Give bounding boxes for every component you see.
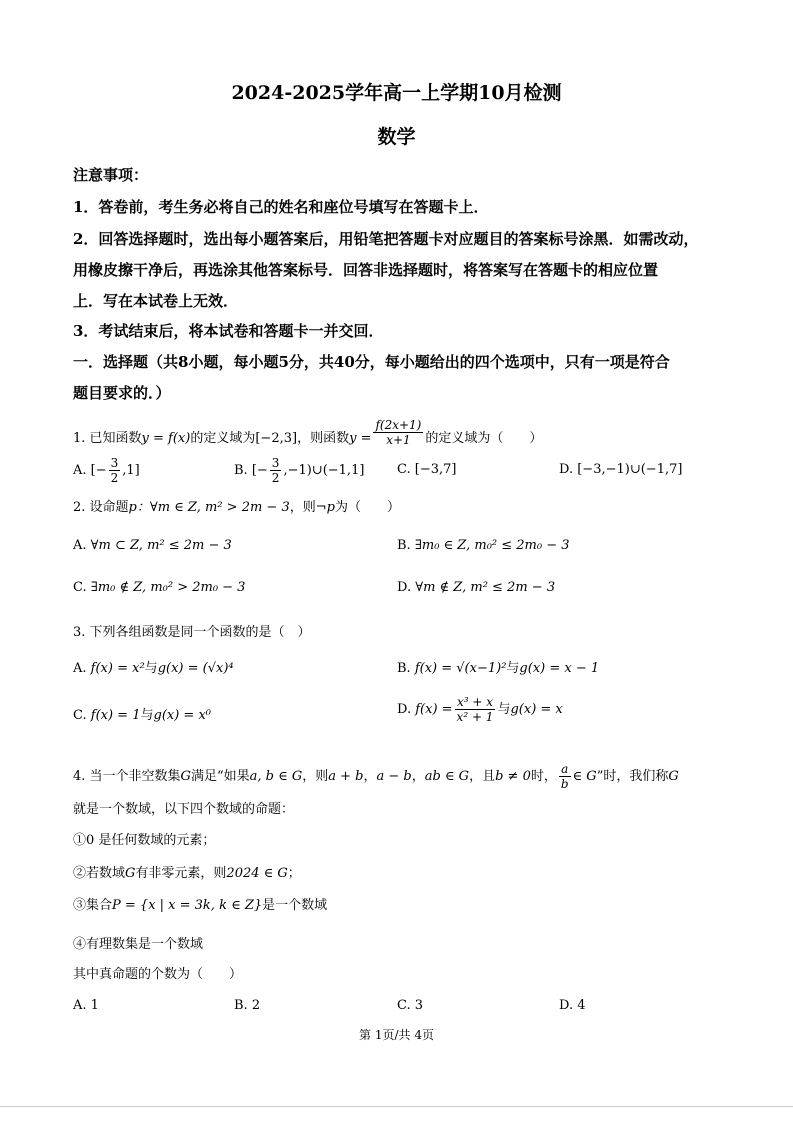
- q1-option-b-post: ,−1)∪(−1,1]: [283, 463, 365, 478]
- q1-y: y =: [349, 431, 372, 446]
- q4-statement-1: ①0 是任何数域的元素；: [73, 833, 216, 848]
- q1-option-b-pre: [−: [251, 463, 268, 478]
- q1-function: y = f(x): [141, 431, 191, 446]
- q2-negation: ¬p: [315, 500, 335, 515]
- q2-option-b[interactable]: [397, 538, 570, 553]
- q4-option-b[interactable]: B. 2: [234, 998, 261, 1013]
- q3-option-a-label: A.: [73, 661, 87, 676]
- q2-option-d-value: ∀m ∉ Z, m² ≤ 2m − 3: [415, 580, 556, 595]
- q1-fraction: [373, 418, 423, 447]
- q1-option-b-num: 3: [271, 456, 280, 470]
- q2-option-a[interactable]: [73, 538, 232, 553]
- q3-option-d-g: g(x) = x: [510, 702, 563, 717]
- q2-option-a-label: A.: [73, 538, 87, 553]
- q1-option-d-label: D.: [559, 462, 574, 477]
- q4-text-b: 满足“如果: [190, 769, 250, 784]
- q4-fraction: [559, 762, 571, 791]
- q3-option-b[interactable]: [397, 657, 599, 676]
- q4-text-d: ，且: [469, 769, 496, 784]
- q4-statement-2-G: G: [125, 866, 136, 881]
- q3-option-b-g: g(x) = x − 1: [519, 661, 600, 676]
- q4-text-f: ”时，我们称: [596, 769, 669, 784]
- q4-statement-4: ④有理数集是一个数域: [73, 937, 204, 952]
- q1-option-a-den: 2: [110, 471, 119, 485]
- q1-option-c[interactable]: [397, 462, 456, 477]
- q4-comma-2: ，: [411, 769, 425, 784]
- q1-option-c-value: [−3,7]: [414, 462, 457, 477]
- q4-b-nonzero: b ≠ 0: [495, 769, 531, 784]
- q1-fraction-num: f(2x+1): [375, 418, 422, 432]
- q2-option-b-value: ∃m₀ ∈ Z, m₀² ≤ 2m₀ − 3: [414, 538, 570, 553]
- q3-option-b-f: f(x) = √(x−1)²: [414, 661, 507, 676]
- q3-option-a[interactable]: [73, 657, 234, 676]
- q1-option-d-value: [−3,−1)∪(−1,7]: [577, 462, 683, 477]
- q2-option-a-value: ∀m ⊂ Z, m² ≤ 2m − 3: [90, 538, 232, 553]
- q1-option-b-den: 2: [271, 471, 280, 485]
- q4-statement-2-c: ；: [287, 866, 301, 881]
- q1-option-a-num: 3: [110, 456, 119, 470]
- q2-option-d[interactable]: [397, 580, 555, 595]
- q2-option-c-label: C.: [73, 580, 87, 595]
- notice-heading: 注意事项：: [73, 166, 149, 184]
- q4-text-c: ，则: [302, 769, 329, 784]
- question-2-stem: [73, 496, 400, 515]
- q3-option-c-label: C.: [73, 708, 87, 723]
- notice-item-2-end: 上．写在本试卷上无效．: [73, 292, 239, 310]
- exam-title: 2024-2025学年高一上学期10月检测: [231, 82, 562, 104]
- question-4-stem-line1: [73, 762, 679, 791]
- q1-text-d: 的定义域为（ ）: [425, 431, 543, 446]
- q4-G: G: [180, 769, 191, 784]
- q4-G-2: G: [668, 769, 679, 784]
- q3-option-c-g: g(x) = x⁰: [153, 708, 211, 723]
- q1-text-b: 的定义域为: [190, 431, 256, 446]
- notice-item-2: 2．回答选择题时，选出每小题答案后，用铅笔把答题卡对应题目的答案标号涂黑．如需改动，: [73, 230, 699, 248]
- q1-option-b-frac: [270, 456, 282, 485]
- notice-item-1: 1．答卷前，考生务必将自己的姓名和座位号填写在答题卡上．: [73, 198, 489, 216]
- q3-option-a-f: f(x) = x²: [90, 661, 145, 676]
- q4-option-d[interactable]: D. 4: [559, 998, 586, 1013]
- section-heading-line2: 题目要求的．）: [73, 384, 171, 402]
- question-3-stem: 3. 下列各组函数是同一个函数的是（ ）: [73, 625, 311, 640]
- q2-proposition: p：∀m ∈ Z, m² > 2m − 3: [128, 500, 290, 515]
- q1-option-d[interactable]: [559, 462, 682, 477]
- q4-sum: a + b: [328, 769, 364, 784]
- q4-product: ab ∈ G: [424, 769, 470, 784]
- question-4-stem-line2: 就是一个数域，以下四个数域的命题：: [73, 802, 295, 817]
- q4-text-e: 时，: [530, 769, 557, 784]
- q3-option-b-with: 与: [506, 661, 520, 676]
- q1-option-a-pre: [−: [90, 463, 107, 478]
- bottom-divider: [0, 1106, 793, 1107]
- q1-text-a: 1. 已知函数: [73, 431, 142, 446]
- q2-option-c-value: ∃m₀ ∉ Z, m₀² > 2m₀ − 3: [90, 580, 246, 595]
- q3-option-c-f: f(x) = 1: [90, 708, 141, 723]
- q4-question: 其中真命题的个数为（ ）: [73, 967, 243, 982]
- q1-option-a-frac: [109, 456, 121, 485]
- q3-option-d-den: x² + 1: [456, 710, 494, 724]
- question-1-stem: [73, 418, 543, 453]
- q1-option-a[interactable]: [73, 456, 140, 485]
- q1-option-c-label: C.: [397, 462, 411, 477]
- q2-option-c[interactable]: [73, 580, 245, 595]
- q4-statement-2-b: 有非零元素，则: [135, 866, 227, 881]
- q1-option-a-label: A.: [73, 463, 87, 478]
- q3-option-a-with: 与: [144, 661, 158, 676]
- q2-text-b: ，则: [289, 500, 316, 515]
- page-number: 第 1页/共 4页: [359, 1028, 434, 1042]
- q4-ab: a, b ∈ G: [249, 769, 303, 784]
- q4-statement-3-set: P = {x | x = 3k, k ∈ Z}: [112, 898, 263, 913]
- q3-option-d-label: D.: [397, 702, 412, 717]
- q4-fraction-den: b: [560, 777, 569, 791]
- subject-title: 数学: [377, 126, 416, 148]
- q1-fraction-den: x+1: [386, 433, 411, 447]
- q4-statement-3: [73, 894, 327, 913]
- q2-text-a: 2. 设命题: [73, 500, 129, 515]
- q1-option-b-label: B.: [234, 463, 248, 478]
- q1-option-b[interactable]: [234, 456, 364, 485]
- notice-item-2-cont: 用橡皮擦干净后，再选涂其他答案标号．回答非选择题时，将答案写在答题卡的相应位置: [73, 261, 659, 279]
- q3-option-d-f: f(x) =: [415, 702, 453, 717]
- q3-option-d-num: x³ + x: [455, 695, 496, 710]
- q2-text-c: 为（ ）: [334, 500, 400, 515]
- q4-statement-2-math: 2024 ∈ G: [226, 866, 288, 881]
- q4-statement-2: [73, 862, 301, 881]
- q1-text-c: ，则函数: [297, 431, 350, 446]
- q3-option-c[interactable]: [73, 704, 211, 723]
- q3-option-d-frac: [455, 695, 496, 724]
- q4-statement-3-a: ③集合: [73, 898, 113, 913]
- q4-comma-1: ，: [363, 769, 377, 784]
- q1-option-a-post: ,1]: [122, 463, 140, 478]
- q1-domain: [−2,3]: [255, 431, 298, 446]
- q4-option-a[interactable]: A. 1: [73, 998, 99, 1013]
- q3-option-c-with: 与: [140, 708, 154, 723]
- q3-option-b-label: B.: [397, 661, 411, 676]
- section-heading-line1: 一．选择题（共8小题，每小题5分，共40分，每小题给出的四个选项中，只有一项是符合: [73, 353, 670, 371]
- q3-option-d-with: 与: [497, 702, 511, 717]
- q3-option-d[interactable]: [397, 695, 563, 724]
- q4-statement-3-b: 是一个数域: [262, 898, 328, 913]
- q3-option-a-g: g(x) = (√x)⁴: [157, 661, 234, 676]
- q2-option-d-label: D.: [397, 580, 412, 595]
- q4-option-c[interactable]: C. 3: [397, 998, 424, 1013]
- q4-fraction-num: a: [559, 762, 571, 777]
- q4-diff: a − b: [376, 769, 412, 784]
- q4-in-G: ∈ G: [572, 769, 597, 784]
- q4-statement-2-a: ②若数域: [73, 866, 126, 881]
- notice-item-3: 3．考试结束后，将本试卷和答题卡一并交回．: [73, 322, 384, 340]
- q4-text-a: 4. 当一个非空数集: [73, 769, 181, 784]
- q2-option-b-label: B.: [397, 538, 411, 553]
